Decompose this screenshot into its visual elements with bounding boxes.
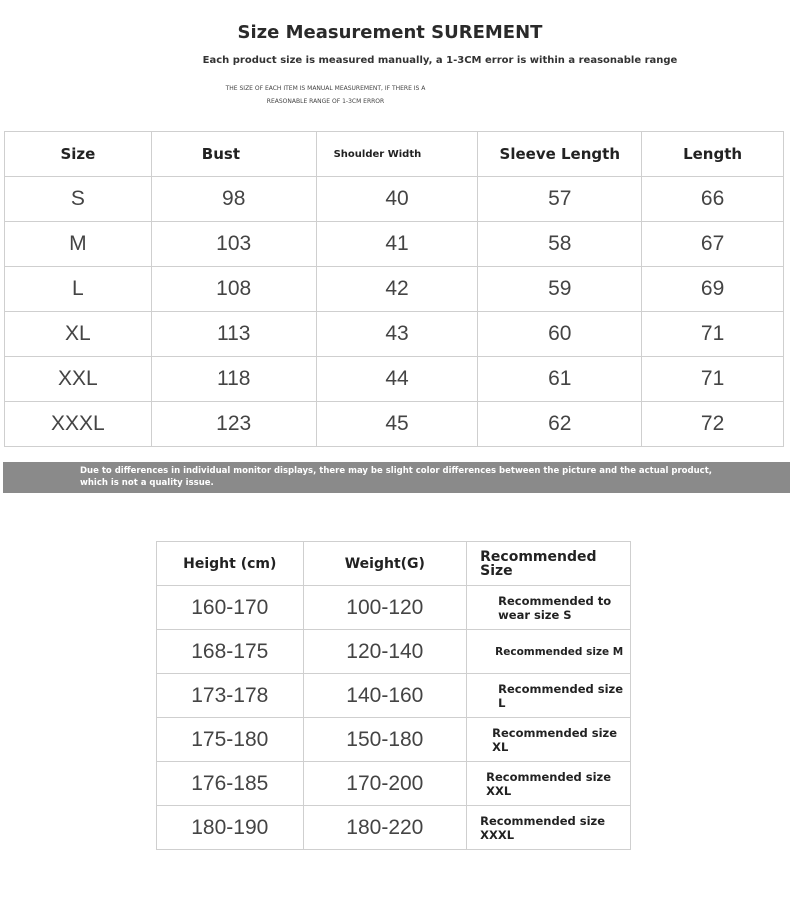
cell-length: 71 (642, 357, 784, 402)
cell-recommendation (467, 630, 631, 674)
cell-sleeve: 60 (478, 312, 642, 357)
cell-height: 160-170 (157, 586, 304, 630)
cell-height: 180-190 (157, 806, 304, 850)
table-row (157, 718, 631, 762)
recommendation-line: XXL (486, 783, 512, 798)
color-disclaimer-bar (3, 462, 790, 493)
table-row (157, 586, 631, 630)
recommendation-line: Recommended size (480, 813, 606, 828)
measurement-subtitle: Each product size is measured manually, a 1-3CM error is within a reasonable range (202, 55, 678, 66)
cell-length: 67 (642, 222, 784, 267)
recommendation-line: XL (492, 739, 509, 754)
cell-size: M (5, 222, 152, 267)
cell-shoulder: 40 (316, 177, 478, 222)
cell-height: 175-180 (157, 718, 304, 762)
cell-shoulder: 44 (316, 357, 478, 402)
recommendation-line: Recommended to (498, 593, 612, 608)
note-line: REASONABLE RANGE OF 1-3CM ERROR (266, 98, 385, 105)
page-title: Size Measurement SUREMENT (237, 22, 543, 43)
cell-bust: 118 (151, 357, 316, 402)
cell-recommendation (467, 718, 631, 762)
cell-length: 69 (642, 267, 784, 312)
header-recommended-size: Recommended Size (467, 542, 631, 586)
cell-bust: 123 (151, 402, 316, 447)
table-row (157, 762, 631, 806)
cell-bust: 98 (151, 177, 316, 222)
cell-length: 72 (642, 402, 784, 447)
cell-length: 71 (642, 312, 784, 357)
cell-bust: 113 (151, 312, 316, 357)
cell-size: XXL (5, 357, 152, 402)
cell-weight: 180-220 (303, 806, 467, 850)
cell-recommendation (467, 806, 631, 850)
cell-shoulder: 41 (316, 222, 478, 267)
cell-recommendation (467, 762, 631, 806)
cell-length: 66 (642, 177, 784, 222)
cell-recommendation (467, 674, 631, 718)
cell-height: 173-178 (157, 674, 304, 718)
cell-size: S (5, 177, 152, 222)
cell-sleeve: 62 (478, 402, 642, 447)
size-chart-table (4, 131, 784, 447)
cell-shoulder: 45 (316, 402, 478, 447)
table-row (5, 267, 784, 312)
cell-sleeve: 61 (478, 357, 642, 402)
table-row (5, 402, 784, 447)
header-height: Height (cm) (157, 542, 304, 586)
disclaimer-text (80, 465, 740, 489)
cell-sleeve: 58 (478, 222, 642, 267)
table-row (5, 312, 784, 357)
recommendation-line: Recommended size M (495, 645, 624, 658)
cell-height: 168-175 (157, 630, 304, 674)
cell-bust: 108 (151, 267, 316, 312)
header-shoulder-width: Shoulder Width (316, 132, 478, 177)
cell-height: 176-185 (157, 762, 304, 806)
cell-weight: 140-160 (303, 674, 467, 718)
recommendation-line: XXXL (480, 827, 515, 842)
header-size: Size (5, 132, 152, 177)
header-weight: Weight(G) (303, 542, 467, 586)
cell-size: L (5, 267, 152, 312)
recommended-size-table (156, 541, 631, 850)
table-row (157, 674, 631, 718)
cell-weight: 170-200 (303, 762, 467, 806)
cell-shoulder: 42 (316, 267, 478, 312)
recommendation-line: Recommended size (492, 725, 618, 740)
table-header-row (5, 132, 784, 177)
header-sleeve-length: Sleeve Length (478, 132, 642, 177)
recommendation-line: wear size S (498, 607, 572, 622)
cell-sleeve: 59 (478, 267, 642, 312)
cell-weight: 150-180 (303, 718, 467, 762)
header-bust: Bust (151, 132, 316, 177)
measurement-note (163, 82, 488, 108)
cell-size: XL (5, 312, 152, 357)
recommendation-line: L (498, 695, 506, 710)
cell-weight: 120-140 (303, 630, 467, 674)
cell-recommendation (467, 586, 631, 630)
cell-bust: 103 (151, 222, 316, 267)
table-header-row (157, 542, 631, 586)
recommendation-line: Recommended size (498, 681, 624, 696)
cell-sleeve: 57 (478, 177, 642, 222)
disclaimer-line: which is not a quality issue. (80, 478, 214, 488)
table-row (5, 177, 784, 222)
cell-shoulder: 43 (316, 312, 478, 357)
header-length: Length (642, 132, 784, 177)
cell-weight: 100-120 (303, 586, 467, 630)
table-row (5, 222, 784, 267)
table-row (5, 357, 784, 402)
disclaimer-line: Due to differences in individual monitor displays, there may be slight color differences between the picture and the actual product, (80, 466, 712, 476)
table-row (157, 806, 631, 850)
table-row (157, 630, 631, 674)
note-line: THE SIZE OF EACH ITEM IS MANUAL MEASUREMENT, IF THERE IS A (225, 85, 426, 92)
recommendation-line: Recommended size (486, 769, 612, 784)
cell-size: XXXL (5, 402, 152, 447)
